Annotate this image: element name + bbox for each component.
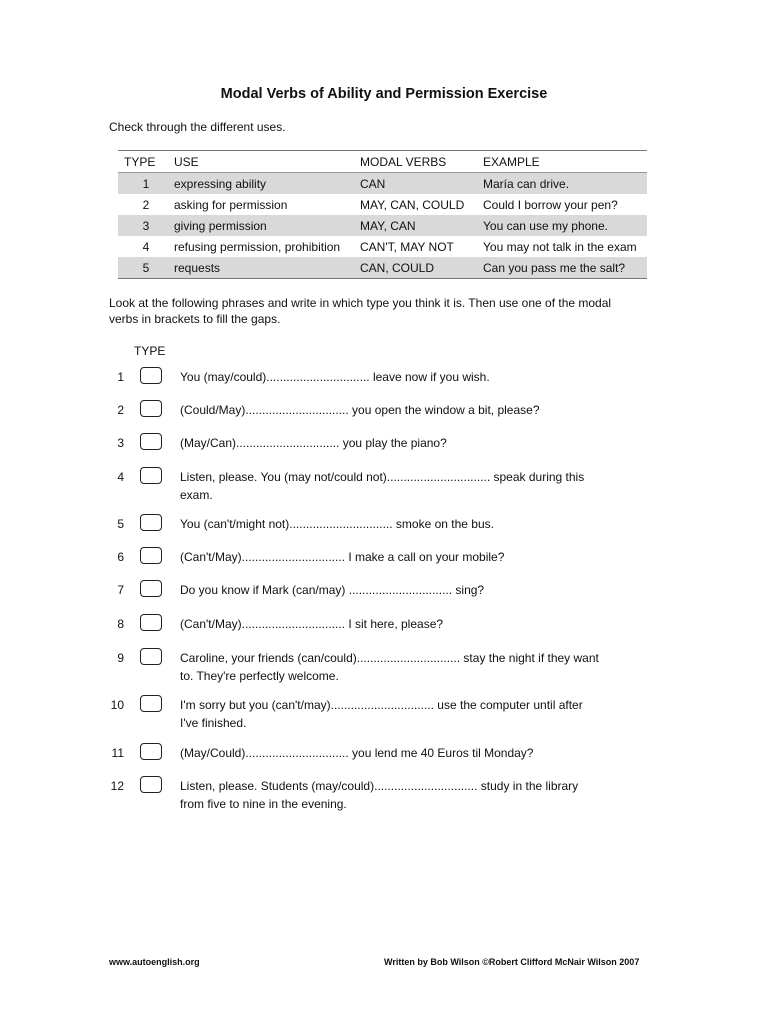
row-modal: MAY, CAN (360, 215, 483, 236)
type-answer-box[interactable] (140, 433, 162, 450)
type-answer-box[interactable] (140, 695, 162, 712)
table-header-row (118, 151, 647, 173)
question-text: (Can't/May)............................... I make a call on your mobile? (180, 550, 505, 564)
type-answer-box[interactable] (140, 648, 162, 665)
table-row (118, 215, 647, 236)
row-example: Can you pass me the salt? (483, 257, 647, 279)
instructions-line: verbs in brackets to fill the gaps. (109, 312, 281, 326)
row-example: Could I borrow your pen? (483, 197, 618, 212)
question-text: (May/Can)............................... you play the piano? (180, 436, 447, 450)
intro-text: Check through the different uses. (109, 120, 286, 134)
row-use: refusing permission, prohibition (174, 239, 341, 254)
question-text-continued: to. They're perfectly welcome. (180, 669, 339, 683)
row-modal: CAN, COULD (360, 257, 483, 279)
question-text: Listen, please. Students (may/could)............................... study in the library (180, 779, 579, 793)
question-text: (Could/May)............................... you open the window a bit, please? (180, 403, 540, 417)
question-text: Listen, please. You (may not/could not)............................... speak during this (180, 470, 585, 484)
question-number: 5 (117, 517, 124, 531)
type-answer-box[interactable] (140, 743, 162, 760)
question-text: I'm sorry but you (can't/may)............................... use the computer until after (180, 698, 583, 712)
row-type: 1 (118, 173, 174, 195)
question-text-continued: exam. (180, 488, 213, 502)
question-number: 1 (117, 370, 124, 384)
question-number: 7 (117, 583, 124, 597)
type-answer-box[interactable] (140, 367, 162, 384)
question-number: 2 (117, 403, 124, 417)
type-answer-box[interactable] (140, 580, 162, 597)
question-text: Do you know if Mark (can/may) ............................... sing? (180, 583, 485, 597)
type-answer-box[interactable] (140, 547, 162, 564)
question-text: (Can't/May)............................... I sit here, please? (180, 617, 444, 631)
question-number: 11 (111, 746, 124, 760)
row-modal: CAN (360, 173, 483, 195)
type-answer-box[interactable] (140, 467, 162, 484)
row-type: 4 (142, 239, 150, 254)
footer-credit: Written by Bob Wilson ©Robert Clifford McNair Wilson 2007 (384, 957, 640, 967)
row-example: You can use my phone. (483, 215, 647, 236)
header-modal-verbs: MODAL VERBS (360, 151, 483, 173)
header-use: USE (174, 151, 360, 173)
row-type: 3 (118, 215, 174, 236)
row-example: María can drive. (483, 173, 647, 195)
question-text-continued: from five to nine in the evening. (180, 797, 347, 811)
type-answer-box[interactable] (140, 400, 162, 417)
table-row (118, 236, 647, 257)
row-type: 5 (118, 257, 174, 279)
question-text: (May/Could)............................... you lend me 40 Euros til Monday? (180, 746, 534, 760)
question-text-continued: I've finished. (180, 716, 247, 730)
instructions (109, 295, 669, 327)
question-number: 6 (117, 550, 124, 564)
row-use: giving permission (174, 215, 360, 236)
question-number: 3 (117, 436, 124, 450)
footer-website: www.autoenglish.org (109, 957, 200, 967)
row-use: asking for permission (174, 197, 288, 212)
question-number: 10 (110, 698, 124, 712)
table-row (118, 194, 647, 215)
page-title: Modal Verbs of Ability and Permission Exercise (220, 86, 548, 102)
table-row (118, 173, 647, 195)
type-answer-box[interactable] (140, 614, 162, 631)
question-number: 9 (117, 651, 124, 665)
row-modal: MAY, CAN, COULD (360, 197, 465, 212)
question-text: Caroline, your friends (can/could)............................... stay the night if they want (180, 651, 599, 665)
instructions-line: Look at the following phrases and write in which type you think it is. Then use one of the modal (109, 296, 612, 310)
row-use: expressing ability (174, 173, 360, 195)
row-use: requests (174, 257, 360, 279)
type-answer-box[interactable] (140, 776, 162, 793)
header-type: TYPE (118, 151, 174, 173)
row-modal: CAN'T, MAY NOT (360, 239, 454, 254)
row-type: 2 (142, 197, 150, 212)
question-number: 4 (117, 470, 124, 484)
question-number: 8 (117, 617, 124, 631)
question-text: You (can't/might not)............................... smoke on the bus. (180, 517, 494, 531)
type-column-header: TYPE (134, 344, 166, 358)
type-answer-box[interactable] (140, 514, 162, 531)
question-text: You (may/could)............................... leave now if you wish. (180, 370, 490, 384)
header-example: EXAMPLE (483, 151, 647, 173)
table-row (118, 257, 647, 279)
question-number: 12 (110, 779, 124, 793)
row-example: You may not talk in the exam (483, 239, 637, 254)
uses-table (118, 150, 647, 279)
